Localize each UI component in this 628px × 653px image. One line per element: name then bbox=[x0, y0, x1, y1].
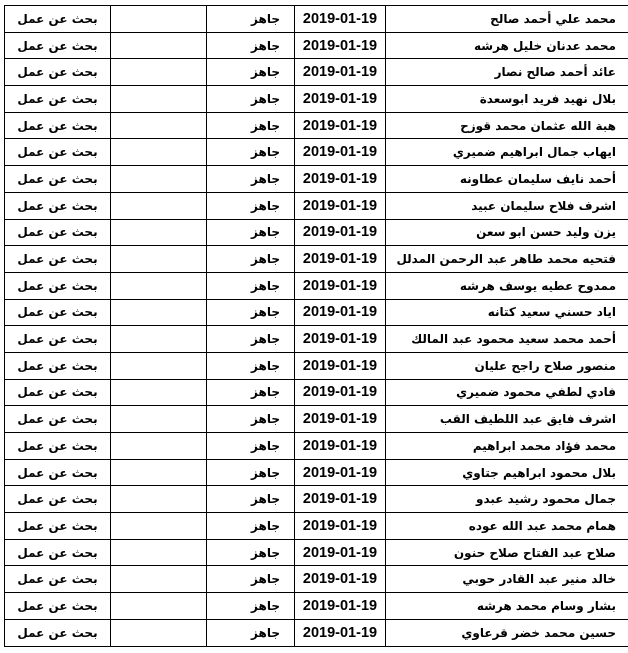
name-cell: فادي لطفي محمود ضميري bbox=[386, 379, 628, 406]
empty-cell bbox=[111, 6, 207, 33]
empty-cell bbox=[111, 166, 207, 193]
document-sheet bbox=[4, 5, 628, 648]
date-cell: 2019-01-19 bbox=[295, 619, 386, 646]
name-cell: حسين محمد خضر قرعاوي bbox=[386, 619, 628, 646]
table-row bbox=[5, 459, 628, 486]
name-cell: محمد فؤاد محمد ابراهيم bbox=[386, 433, 628, 460]
date-cell: 2019-01-19 bbox=[295, 486, 386, 513]
table-row bbox=[5, 299, 628, 326]
table-row bbox=[5, 86, 628, 113]
empty-cell bbox=[111, 459, 207, 486]
date-cell: 2019-01-19 bbox=[295, 459, 386, 486]
table-row bbox=[5, 32, 628, 59]
date-cell: 2019-01-19 bbox=[295, 593, 386, 620]
table-row bbox=[5, 486, 628, 513]
table-row bbox=[5, 192, 628, 219]
date-cell: 2019-01-19 bbox=[295, 86, 386, 113]
empty-cell bbox=[111, 246, 207, 273]
empty-cell bbox=[111, 513, 207, 540]
name-cell: أحمد محمد سعيد محمود عبد المالك bbox=[386, 326, 628, 353]
job-status-cell: بحث عن عمل bbox=[5, 166, 111, 193]
name-cell: همام محمد عبد الله عوده bbox=[386, 513, 628, 540]
name-cell: أحمد نايف سليمان عطاونه bbox=[386, 166, 628, 193]
status-cell: جاهز bbox=[207, 352, 295, 379]
name-cell: هبة الله عثمان محمد قوزح bbox=[386, 112, 628, 139]
job-status-cell: بحث عن عمل bbox=[5, 566, 111, 593]
status-cell: جاهز bbox=[207, 6, 295, 33]
job-status-cell: بحث عن عمل bbox=[5, 246, 111, 273]
date-cell: 2019-01-19 bbox=[295, 6, 386, 33]
date-cell: 2019-01-19 bbox=[295, 32, 386, 59]
name-cell: اياد حسني سعيد كتانه bbox=[386, 299, 628, 326]
empty-cell bbox=[111, 219, 207, 246]
table-row bbox=[5, 352, 628, 379]
empty-cell bbox=[111, 566, 207, 593]
job-status-cell: بحث عن عمل bbox=[5, 619, 111, 646]
name-cell: ممدوح عطيه يوسف هرشه bbox=[386, 272, 628, 299]
empty-cell bbox=[111, 406, 207, 433]
status-cell: جاهز bbox=[207, 513, 295, 540]
date-cell: 2019-01-19 bbox=[295, 112, 386, 139]
name-cell: يزن وليد حسن ابو سعن bbox=[386, 219, 628, 246]
status-cell: جاهز bbox=[207, 32, 295, 59]
empty-cell bbox=[111, 32, 207, 59]
table-row bbox=[5, 326, 628, 353]
table-row bbox=[5, 246, 628, 273]
status-cell: جاهز bbox=[207, 86, 295, 113]
empty-cell bbox=[111, 326, 207, 353]
table-row bbox=[5, 406, 628, 433]
status-cell: جاهز bbox=[207, 299, 295, 326]
table-row bbox=[5, 539, 628, 566]
status-cell: جاهز bbox=[207, 379, 295, 406]
job-status-cell: بحث عن عمل bbox=[5, 433, 111, 460]
table-row bbox=[5, 619, 628, 646]
empty-cell bbox=[111, 59, 207, 86]
empty-cell bbox=[111, 486, 207, 513]
table-row bbox=[5, 6, 628, 33]
table-row bbox=[5, 112, 628, 139]
date-cell: 2019-01-19 bbox=[295, 192, 386, 219]
name-cell: فتحيه محمد طاهر عبد الرحمن المدلل bbox=[386, 246, 628, 273]
empty-cell bbox=[111, 379, 207, 406]
records-table-body bbox=[5, 6, 628, 647]
name-cell: عائد أحمد صالح نصار bbox=[386, 59, 628, 86]
job-status-cell: بحث عن عمل bbox=[5, 6, 111, 33]
job-status-cell: بحث عن عمل bbox=[5, 299, 111, 326]
job-status-cell: بحث عن عمل bbox=[5, 352, 111, 379]
name-cell: جمال محمود رشيد عبدو bbox=[386, 486, 628, 513]
date-cell: 2019-01-19 bbox=[295, 406, 386, 433]
job-status-cell: بحث عن عمل bbox=[5, 192, 111, 219]
status-cell: جاهز bbox=[207, 486, 295, 513]
table-row bbox=[5, 433, 628, 460]
table-row bbox=[5, 219, 628, 246]
date-cell: 2019-01-19 bbox=[295, 246, 386, 273]
name-cell: منصور صلاح راجح عليان bbox=[386, 352, 628, 379]
job-status-cell: بحث عن عمل bbox=[5, 379, 111, 406]
status-cell: جاهز bbox=[207, 112, 295, 139]
job-status-cell: بحث عن عمل bbox=[5, 593, 111, 620]
date-cell: 2019-01-19 bbox=[295, 166, 386, 193]
date-cell: 2019-01-19 bbox=[295, 566, 386, 593]
job-status-cell: بحث عن عمل bbox=[5, 326, 111, 353]
table-row bbox=[5, 139, 628, 166]
status-cell: جاهز bbox=[207, 139, 295, 166]
name-cell: اشرف فلاح سليمان عبيد bbox=[386, 192, 628, 219]
status-cell: جاهز bbox=[207, 593, 295, 620]
date-cell: 2019-01-19 bbox=[295, 219, 386, 246]
job-status-cell: بحث عن عمل bbox=[5, 486, 111, 513]
status-cell: جاهز bbox=[207, 433, 295, 460]
name-cell: محمد عدنان خليل هرشه bbox=[386, 32, 628, 59]
status-cell: جاهز bbox=[207, 272, 295, 299]
job-status-cell: بحث عن عمل bbox=[5, 459, 111, 486]
empty-cell bbox=[111, 433, 207, 460]
empty-cell bbox=[111, 112, 207, 139]
empty-cell bbox=[111, 86, 207, 113]
job-status-cell: بحث عن عمل bbox=[5, 112, 111, 139]
status-cell: جاهز bbox=[207, 566, 295, 593]
table-row bbox=[5, 593, 628, 620]
status-cell: جاهز bbox=[207, 59, 295, 86]
empty-cell bbox=[111, 299, 207, 326]
empty-cell bbox=[111, 352, 207, 379]
table-row bbox=[5, 513, 628, 540]
date-cell: 2019-01-19 bbox=[295, 139, 386, 166]
table-row bbox=[5, 166, 628, 193]
job-status-cell: بحث عن عمل bbox=[5, 219, 111, 246]
empty-cell bbox=[111, 619, 207, 646]
name-cell: صلاح عبد الفتاح صلاح حنون bbox=[386, 539, 628, 566]
date-cell: 2019-01-19 bbox=[295, 513, 386, 540]
table-row bbox=[5, 566, 628, 593]
table-row bbox=[5, 272, 628, 299]
job-status-cell: بحث عن عمل bbox=[5, 513, 111, 540]
empty-cell bbox=[111, 139, 207, 166]
status-cell: جاهز bbox=[207, 192, 295, 219]
date-cell: 2019-01-19 bbox=[295, 59, 386, 86]
empty-cell bbox=[111, 272, 207, 299]
status-cell: جاهز bbox=[207, 539, 295, 566]
name-cell: ايهاب جمال ابراهيم ضميري bbox=[386, 139, 628, 166]
empty-cell bbox=[111, 539, 207, 566]
name-cell: بلال نهيد فريد ابوسعدة bbox=[386, 86, 628, 113]
date-cell: 2019-01-19 bbox=[295, 272, 386, 299]
name-cell: محمد علي أحمد صالح bbox=[386, 6, 628, 33]
date-cell: 2019-01-19 bbox=[295, 433, 386, 460]
job-status-cell: بحث عن عمل bbox=[5, 32, 111, 59]
empty-cell bbox=[111, 192, 207, 219]
status-cell: جاهز bbox=[207, 219, 295, 246]
status-cell: جاهز bbox=[207, 246, 295, 273]
date-cell: 2019-01-19 bbox=[295, 379, 386, 406]
table-row bbox=[5, 379, 628, 406]
status-cell: جاهز bbox=[207, 459, 295, 486]
status-cell: جاهز bbox=[207, 326, 295, 353]
status-cell: جاهز bbox=[207, 619, 295, 646]
date-cell: 2019-01-19 bbox=[295, 299, 386, 326]
name-cell: اشرف فايق عبد اللطيف القب bbox=[386, 406, 628, 433]
job-status-cell: بحث عن عمل bbox=[5, 272, 111, 299]
status-cell: جاهز bbox=[207, 166, 295, 193]
date-cell: 2019-01-19 bbox=[295, 326, 386, 353]
table-row bbox=[5, 59, 628, 86]
job-status-cell: بحث عن عمل bbox=[5, 539, 111, 566]
name-cell: بلال محمود ابراهيم جتاوي bbox=[386, 459, 628, 486]
empty-cell bbox=[111, 593, 207, 620]
job-status-cell: بحث عن عمل bbox=[5, 86, 111, 113]
job-status-cell: بحث عن عمل bbox=[5, 406, 111, 433]
name-cell: خالد منير عبد القادر حوبي bbox=[386, 566, 628, 593]
status-cell: جاهز bbox=[207, 406, 295, 433]
name-cell: بشار وسام محمد هرشه bbox=[386, 593, 628, 620]
job-status-cell: بحث عن عمل bbox=[5, 139, 111, 166]
date-cell: 2019-01-19 bbox=[295, 539, 386, 566]
records-table bbox=[4, 5, 628, 647]
job-status-cell: بحث عن عمل bbox=[5, 59, 111, 86]
date-cell: 2019-01-19 bbox=[295, 352, 386, 379]
